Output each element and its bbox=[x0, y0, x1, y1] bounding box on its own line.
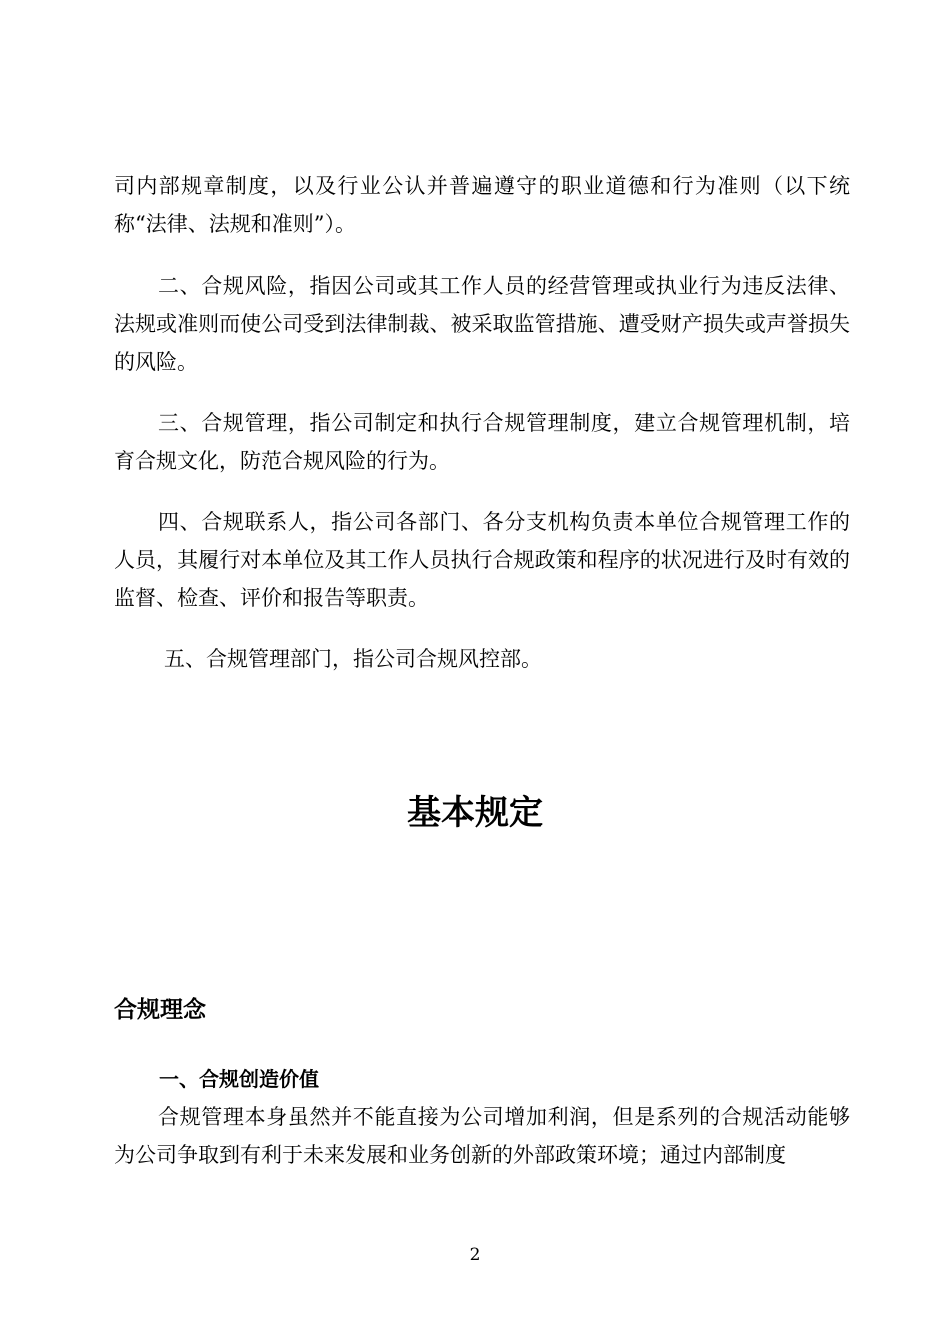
section-heading: 合规理念 bbox=[114, 997, 206, 1023]
sub-heading: 一、合规创造价值 bbox=[159, 1067, 319, 1091]
chapter-title: 基本规定 bbox=[407, 793, 543, 833]
definition-paragraph-continued: 司内部规章制度，以及行业公认并普遍遵守的职业道德和行为准则（以下统称“法律、法规和准则”）。 bbox=[114, 174, 850, 236]
definition-compliance-department: 五、合规管理部门，指公司合规风控部。 bbox=[164, 647, 542, 671]
page-number: 2 bbox=[469, 1245, 481, 1265]
definition-compliance-management: 三、合规管理，指公司制定和执行合规管理制度，建立合规管理机制，培育合规文化，防范合规风险的行为。 bbox=[114, 411, 850, 473]
definition-compliance-contact: 四、合规联系人，指公司各部门、各分支机构负责本单位合规管理工作的人员，其履行对本单位及其工作人员执行合规政策和程序的状况进行及时有效的监督、检查、评价和报告等职责。 bbox=[114, 510, 850, 610]
definition-compliance-risk: 二、合规风险，指因公司或其工作人员的经营管理或执业行为违反法律、法规或准则而使公司受到法律制裁、被采取监管措施、遭受财产损失或声誉损失的风险。 bbox=[114, 274, 850, 374]
body-paragraph: 合规管理本身虽然并不能直接为公司增加利润，但是系列的合规活动能够为公司争取到有利于未来发展和业务创新的外部政策环境；通过内部制度 bbox=[114, 1105, 850, 1167]
